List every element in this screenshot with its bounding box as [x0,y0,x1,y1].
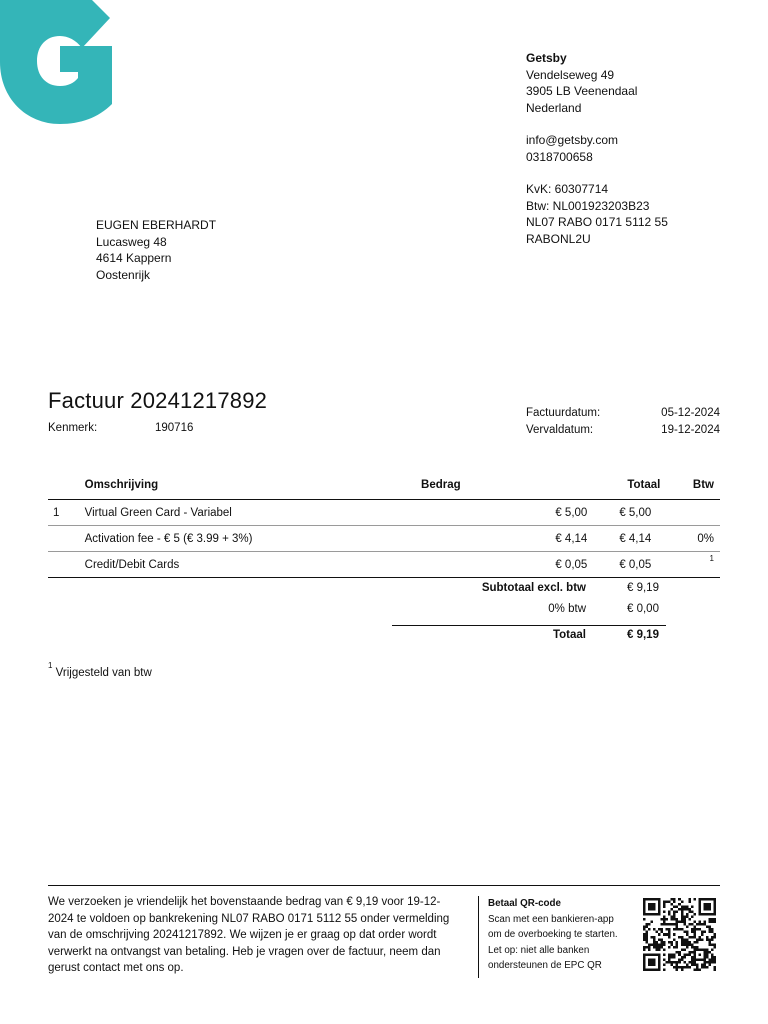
total-label: Totaal [552,629,586,641]
header-vat: Btw [693,471,720,500]
qr-line-2: om de overboeking te starten. [488,929,618,940]
company-phone: 0318700658 [526,149,593,164]
row-amount: € 0,05 [421,552,619,578]
vat-label: 0% btw [548,603,586,615]
row-description: Credit/Debit Cards [85,552,421,578]
header-total: Totaal [619,471,693,500]
company-street: Vendelseweg 49 [526,67,615,82]
footer-divider [48,885,720,886]
invoice-date-value: 05-12-2024 [661,407,720,419]
company-postal-city: 3905 LB Veenendaal [526,84,638,98]
header-amount: Bedrag [421,471,619,500]
due-date-label: Vervaldatum: [526,424,594,436]
qr-title: Betaal QR-code [488,898,561,909]
row-description: Virtual Green Card - Variabel [85,500,421,526]
getsby-logo-icon [0,0,115,125]
reference-label: Kenmerk: [48,422,98,434]
row-description: Activation fee - € 5 (€ 3.99 + 3%) [85,526,421,552]
header-description: Omschrijving [85,471,421,500]
total-value: € 9,19 [627,629,659,641]
vat-footnote [48,661,152,679]
reference-row [48,422,194,434]
footnote-marker: 1 [48,661,53,670]
total-row [392,626,666,647]
recipient-address-block [96,217,216,283]
table-header-row [48,471,720,500]
qr-instructions [488,896,638,974]
reference-value: 190716 [155,422,194,434]
row-total: € 4,14 [619,526,693,552]
payment-instructions: We verzoeken je vriendelijk het bovenstaande bedrag van € 9,19 voor 19-12-2024 te voldoen op bankrekening NL07 RABO 0171 5112 55 onder vermelding van de omschrijving 20241217892. We wijzen je er graag op dat order wordt verwerkt na ontvangst van betaling. Heb je vragen over de factuur, neem dan gerust contact met ons op. [48,896,450,974]
company-bic: RABONL2U [526,231,591,246]
company-email[interactable]: info@getsby.com [526,133,618,147]
due-date-row [526,422,720,439]
footnote-text: Vrijgesteld van btw [55,666,152,679]
row-amount: € 5,00 [421,500,619,526]
company-address-block [526,50,668,247]
company-iban: NL07 RABO 0171 5112 55 [526,215,668,229]
row-total: € 0,05 [619,552,693,578]
company-kvk: KvK: 60307714 [526,182,609,196]
qr-line-1: Scan met een bankieren-app [488,913,614,925]
company-name: Getsby [526,51,567,65]
row-vat [693,500,720,526]
invoice-dates [526,405,720,439]
invoice-items-table [48,471,720,578]
subtotal-label: Subtotaal excl. btw [481,582,586,594]
qr-code-icon[interactable] [643,898,716,971]
row-number: 1 [48,500,85,526]
company-country: Nederland [526,100,582,115]
invoice-date-row [526,405,720,422]
row-vat [693,552,720,578]
footer-vertical-divider [478,896,479,978]
recipient-name: EUGEN EBERHARDT [96,218,217,232]
table-row [48,552,720,578]
recipient-street: Lucasweg 48 [96,234,167,249]
qr-line-4: ondersteunen de EPC QR [488,960,602,971]
due-date-value: 19-12-2024 [661,424,720,436]
table-row [48,500,720,526]
row-number [48,552,85,578]
subtotal-row [392,579,666,600]
qr-line-3: Let op: niet alle banken [488,944,590,956]
row-amount: € 4,14 [421,526,619,552]
row-vat: 0% [693,526,720,552]
invoice-title: Factuur 20241217892 [48,388,268,413]
company-btw: Btw: NL001923203B23 [526,198,650,213]
recipient-postal-city: 4614 Kappern [96,251,172,265]
recipient-country: Oostenrijk [96,267,151,282]
vat-row [392,600,666,621]
header-number [48,471,85,500]
vat-value: € 0,00 [627,603,659,615]
subtotal-value: € 9,19 [627,582,659,594]
row-total: € 5,00 [619,500,693,526]
footnote-marker: 1 [709,554,714,564]
totals-block [392,579,666,647]
row-number [48,526,85,552]
table-row [48,526,720,552]
invoice-date-label: Factuurdatum: [526,407,601,419]
